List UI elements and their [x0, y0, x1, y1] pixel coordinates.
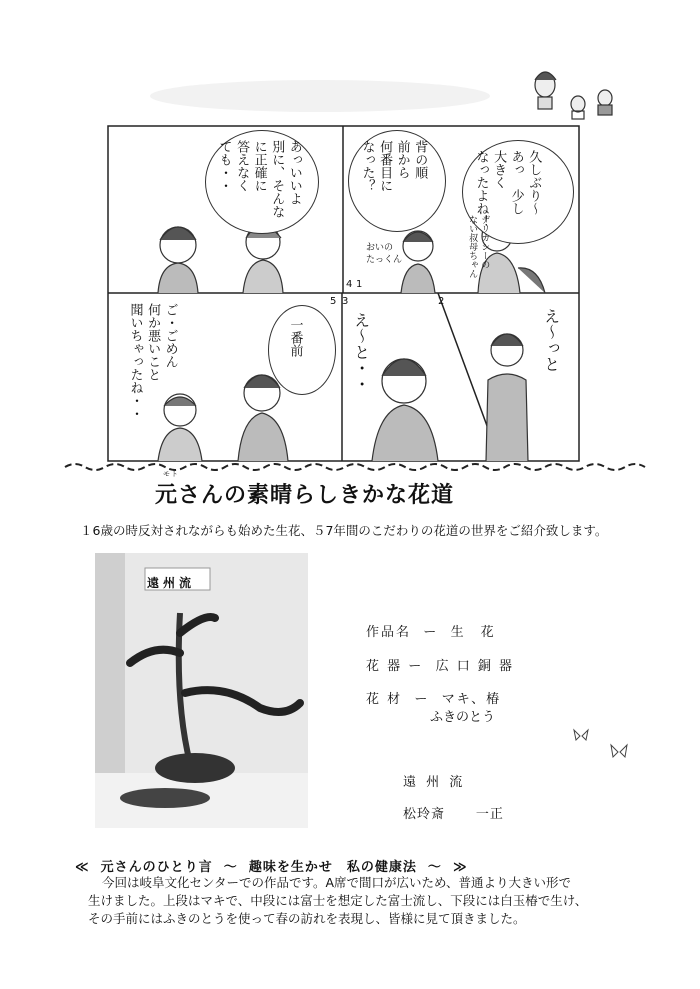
- speech-panel5-b: 一番前: [287, 318, 303, 357]
- panel-number-3: 3: [342, 296, 349, 307]
- panel-number-5: 5: [330, 296, 337, 307]
- mascot-illustration: [535, 72, 612, 119]
- speech-panel2: 背の順 前から 何番目に なった？: [359, 140, 428, 192]
- info-row-title: 作品名 ー 生 花: [366, 625, 496, 640]
- ikebana-photo: [95, 553, 308, 828]
- panel-number-4: 4: [346, 279, 353, 290]
- info-row-material-2: ふきのとう: [430, 710, 496, 725]
- info-row-material: 花 材 ー マキ、椿: [366, 692, 502, 707]
- comment-line-3: その手前にはふきのとうを使って春の訪れを表現し、皆様に見て頂きました。: [88, 911, 526, 926]
- comment-heading: ≪ 元さんのひとり言 ～ 趣味を生かせ 私の健康法 ～ ≫: [75, 860, 468, 875]
- article-intro: １6歳の時反対されながらも始めた生花、５7年間のこだわりの花道の世界をご紹介致します。: [80, 523, 608, 538]
- panel-number-2: 2: [438, 296, 445, 307]
- note-aunt: デリカシーの ない叔母ちゃん: [467, 215, 490, 278]
- comment-line-2: 生けました。上段はマキで、中段には富士を想定した富士流し、下段には白玉椿で生け、: [88, 893, 588, 908]
- butterfly-decoration: [574, 730, 627, 757]
- speech-panel1: 久しぶり～ あっ 少し 大きく なったよね！: [473, 150, 542, 228]
- article-title-text: 元さんの素晴らしきかな花道: [155, 483, 455, 508]
- article-title: [155, 470, 455, 509]
- section-divider: [65, 464, 645, 470]
- comment-line-1: 今回は岐阜文化センターでの作品です。A席で間口が広いため、普通より大きい形で: [102, 875, 572, 890]
- furigana: モト: [163, 470, 179, 478]
- note-nephew: おいの たっくん: [366, 243, 403, 265]
- speech-panel5-c: ご・ごめん 何か悪いこと 聞いちゃったね・・: [127, 303, 178, 420]
- title-wash: [150, 80, 490, 112]
- speech-panel3: あっいいよ 別に、そんな に正確に 答えなく ても・・: [216, 140, 302, 218]
- speech-panel4: え～っと: [541, 308, 561, 372]
- school-name: 遠 州 流: [403, 775, 466, 790]
- panel-number-1: 1: [356, 279, 363, 290]
- info-row-vessel: 花 器 ー 広 口 銅 器: [366, 659, 514, 674]
- artist-name: 松玲斎 一正: [403, 807, 504, 822]
- ikebana-illustration: [95, 553, 308, 828]
- photo-label: 遠州流: [147, 576, 196, 590]
- speech-panel5-a: え～と・・: [351, 312, 371, 392]
